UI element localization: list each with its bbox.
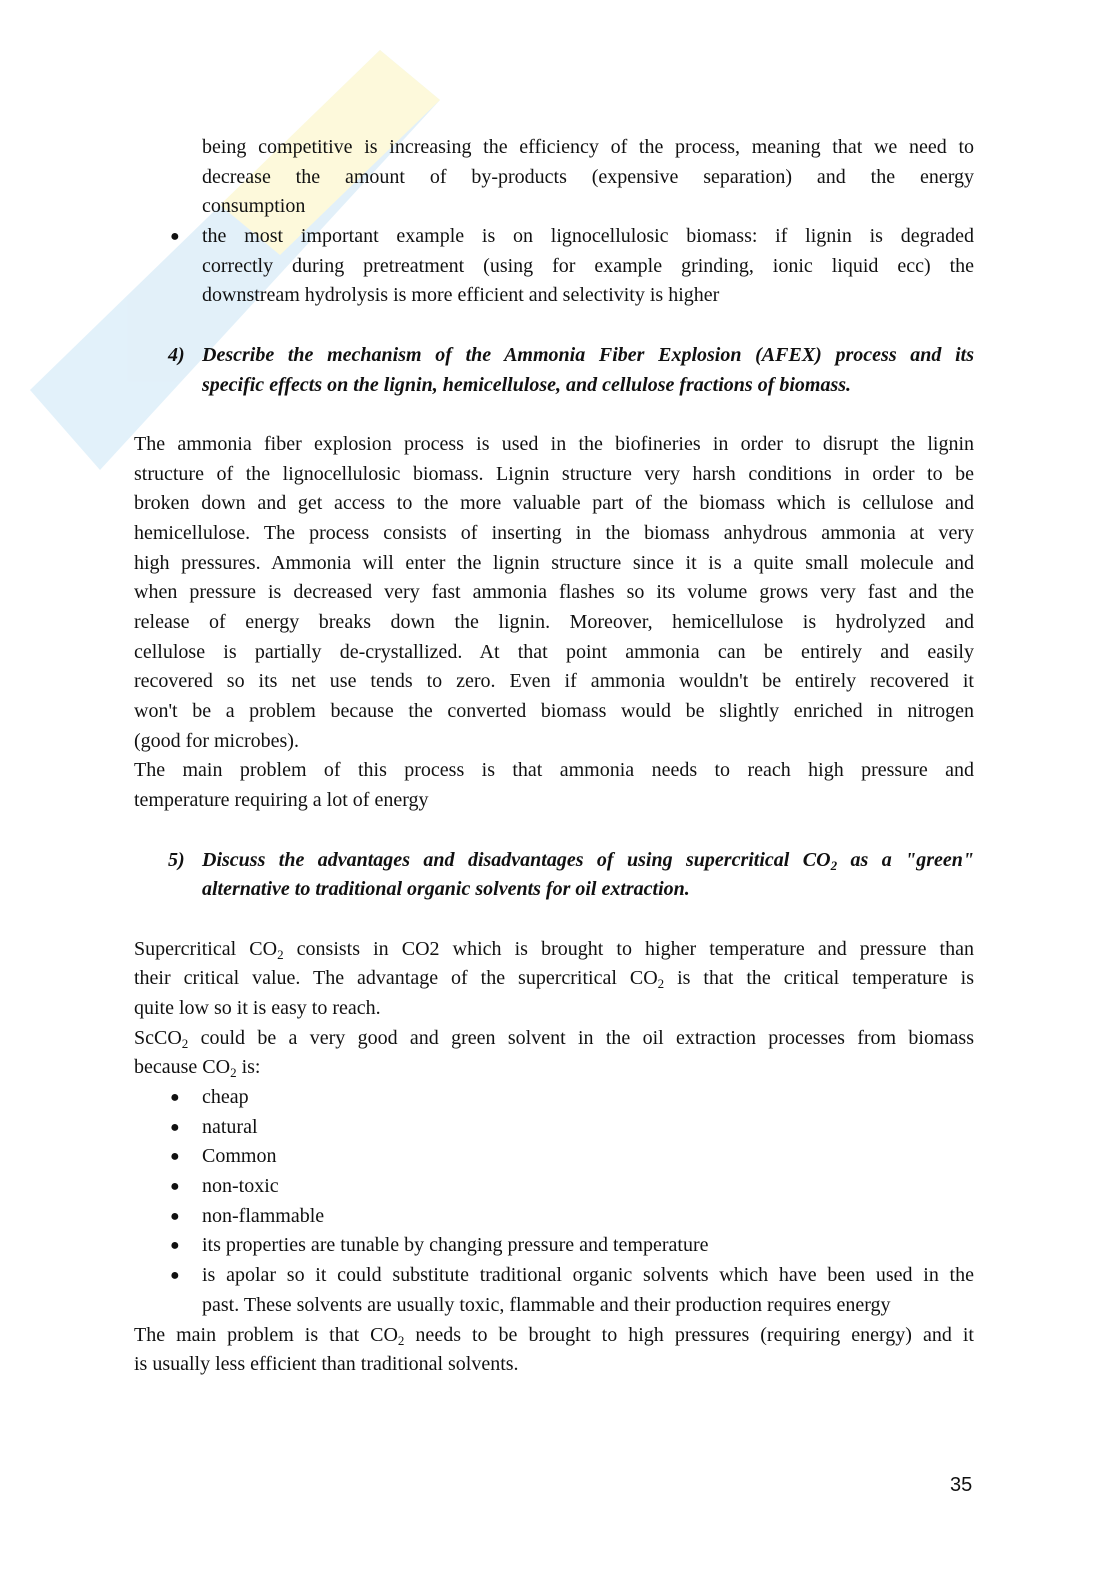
text-line: non-toxic — [202, 1175, 279, 1198]
text-line: downstream hydrolysis is more efficient and selectivity is higher — [202, 284, 720, 307]
text-line: cheap — [202, 1086, 249, 1108]
paragraph — [134, 1024, 974, 1083]
text-line: (good for microbes). — [134, 729, 299, 752]
bullet-item — [134, 1083, 974, 1113]
bullet-item — [134, 1261, 974, 1320]
question-number: 5) — [168, 848, 185, 871]
document-body — [134, 133, 974, 1380]
text-line: The main problem is that $CO_2$ needs to be brought to high pressures (requiring energy) and it — [134, 1323, 974, 1348]
bullet-icon: ● — [170, 1148, 180, 1166]
text-line: Discuss the advantages and disadvantages of using supercritical $CO_2$ as a "green" — [202, 848, 974, 873]
bullet-icon: ● — [170, 228, 180, 246]
bullet-icon: ● — [170, 1118, 180, 1136]
text-line: Common — [202, 1145, 277, 1168]
text-line: release of energy breaks down the lignin. Moreover, hemicellulose is hydrolyzed and — [134, 611, 974, 633]
text-line: is usually less efficient than traditional solvents. — [134, 1353, 519, 1376]
text-line: broken down and get access to the more valuable part of the biomass which is cellulose and — [134, 492, 974, 515]
question-heading — [134, 846, 974, 905]
bullet-item — [134, 222, 974, 311]
text-line: The ammonia fiber explosion process is used in the biofineries in order to disrupt the lignin — [134, 432, 974, 455]
text-line: past. These solvents are usually toxic, flammable and their production requires energy — [202, 1293, 891, 1316]
question-heading — [134, 341, 974, 400]
bullet-item — [134, 1202, 974, 1232]
text-line: recovered so its net use tends to zero. Even if ammonia wouldn't be entirely recovered it — [134, 670, 974, 693]
text-line: The main problem of this process is that ammonia needs to reach high pressure and — [134, 759, 974, 782]
text-line: won't be a problem because the converted biomass would be slightly enriched in nitrogen — [134, 700, 974, 723]
bullet-item — [134, 1172, 974, 1202]
text-line: specific effects on the lignin, hemicellulose, and cellulose fractions of biomass. — [202, 373, 852, 396]
bullet-icon: ● — [170, 1267, 180, 1285]
text-line: because $CO_2$ is: — [134, 1056, 261, 1081]
paragraph — [134, 935, 974, 1024]
text-line: hemicellulose. The process consists of inserting in the biomass anhydrous ammonia at very — [134, 521, 974, 544]
text-line: is apolar so it could substitute traditional organic solvents which have been used in the — [202, 1264, 974, 1287]
text-line: quite low so it is easy to reach. — [134, 996, 381, 1019]
text-line: high pressures. Ammonia will enter the lignin structure since it is a quite small molecule and — [134, 551, 974, 574]
text-line: Supercritical $CO_2$ consists in CO2 which is brought to higher temperature and pressure than — [134, 937, 974, 962]
page-number: 35 — [950, 1474, 973, 1496]
text-line: their critical value. The advantage of the supercritical $CO_2$ is that the critical temperature is — [134, 967, 974, 992]
text-line: structure of the lignocellulosic biomass. Lignin structure very harsh conditions in order to be — [134, 462, 974, 485]
text-line: being competitive is increasing the efficiency of the process, meaning that we need to — [202, 136, 974, 158]
bullet-icon: ● — [170, 1237, 180, 1255]
text-line: correctly during pretreatment (using for example grinding, ionic liquid ecc) the — [202, 254, 974, 277]
text-line: its properties are tunable by changing pressure and temperature — [202, 1234, 709, 1257]
text-line: non-flammable — [202, 1204, 325, 1227]
text-line: temperature requiring a lot of energy — [134, 789, 429, 812]
bullet-icon: ● — [170, 1178, 180, 1196]
text-line: alternative to traditional organic solvents for oil extraction. — [202, 878, 690, 901]
bullet-item — [134, 1231, 974, 1261]
bullet-item — [134, 1142, 974, 1172]
paragraph — [134, 1321, 974, 1380]
text-line: Describe the mechanism of the Ammonia Fiber Explosion (AFEX) process and its — [202, 343, 974, 366]
bullet-icon: ● — [170, 1207, 180, 1225]
text-line: cellulose is partially de-crystallized. At that point ammonia can be entirely and easily — [134, 640, 974, 663]
text-line: when pressure is decreased very fast ammonia flashes so its volume grows very fast and the — [134, 581, 974, 604]
bullet-item — [134, 1113, 974, 1143]
text-line: decrease the amount of by-products (expensive separation) and the energy — [202, 165, 974, 188]
bullet-icon: ● — [170, 1089, 180, 1106]
text-line: natural — [202, 1115, 258, 1138]
text-line: consumption — [202, 195, 306, 218]
question-number: 4) — [168, 343, 185, 366]
text-line: the most important example is on lignocellulosic biomass: if lignin is degraded — [202, 225, 974, 248]
text-line: ScCO$_2$ could be a very good and green solvent in the oil extraction processes from biomass — [134, 1026, 974, 1051]
paragraph — [134, 756, 974, 815]
bullet-continuation — [134, 133, 974, 222]
paragraph — [134, 430, 974, 757]
